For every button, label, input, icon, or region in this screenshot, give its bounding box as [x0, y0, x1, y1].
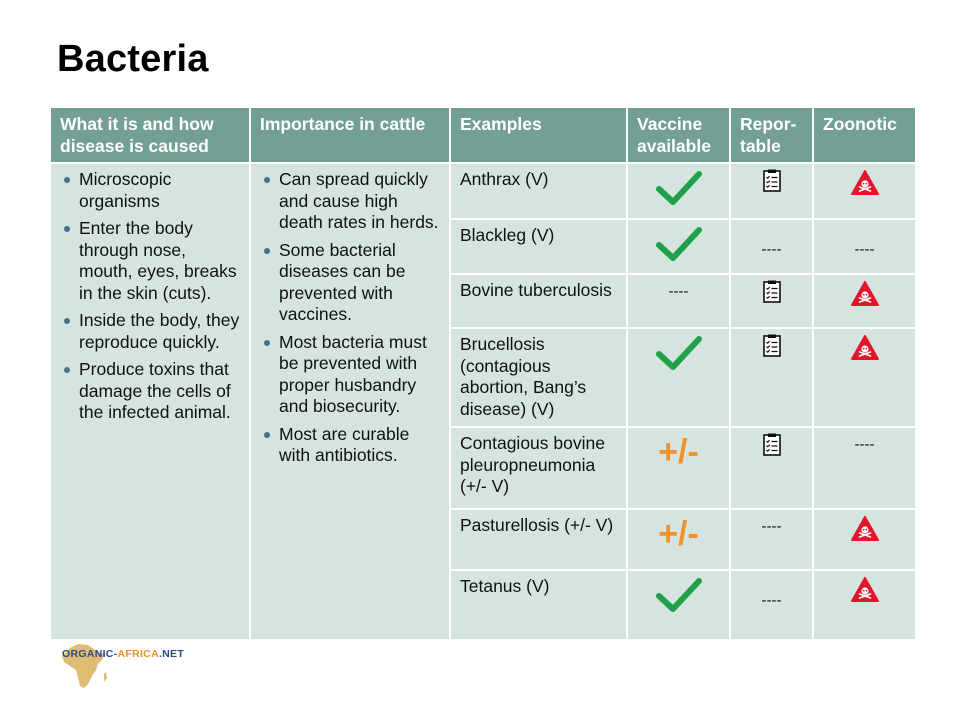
- page-title: Bacteria: [57, 38, 209, 80]
- zoonotic-cell: [813, 219, 916, 275]
- reportable-cell: [730, 274, 813, 328]
- list-item: Inside the body, they reproduce quickly.: [60, 310, 240, 353]
- not-applicable-dash: ----: [761, 592, 782, 609]
- partial-vaccine-mark: +/-: [658, 433, 699, 471]
- header-importance: Importance in cattle: [250, 107, 450, 163]
- report-icon: [762, 169, 782, 193]
- example-cell: Pasturellosis (+/- V): [450, 509, 627, 570]
- example-cell: Contagious bovine pleuropneumonia (+/- V): [450, 427, 627, 509]
- not-applicable-dash: ----: [668, 283, 689, 300]
- hazard-icon: [850, 169, 880, 196]
- example-cell: Tetanus (V): [450, 570, 627, 640]
- report-icon: [762, 433, 782, 457]
- hazard-icon: [850, 334, 880, 361]
- not-applicable-dash: ----: [854, 436, 875, 453]
- hazard-icon: [850, 576, 880, 603]
- vaccine-cell: [627, 427, 730, 509]
- header-what: What it is and how disease is caused: [50, 107, 250, 163]
- report-icon: [762, 334, 782, 358]
- report-icon: [762, 280, 782, 304]
- hazard-icon: [850, 515, 880, 542]
- zoonotic-cell: [813, 274, 916, 328]
- importance-cell: [250, 163, 450, 640]
- zoonotic-cell: [813, 427, 916, 509]
- importance-list: [260, 169, 440, 467]
- reportable-cell: [730, 570, 813, 640]
- table-row: [50, 163, 916, 219]
- zoonotic-cell: [813, 163, 916, 219]
- what-list: [60, 169, 240, 424]
- hazard-icon: [850, 280, 880, 307]
- reportable-cell: [730, 163, 813, 219]
- list-item: Microscopic organisms: [60, 169, 240, 212]
- logo-text-part2: AFRICA: [117, 648, 159, 660]
- zoonotic-cell: [813, 509, 916, 570]
- check-icon: [655, 225, 703, 263]
- list-item: Enter the body through nose, mouth, eyes, breaks in the skin (cuts).: [60, 218, 240, 304]
- list-item: Most are curable with antibiotics.: [260, 424, 440, 467]
- not-applicable-dash: ----: [761, 240, 782, 258]
- vaccine-cell: [627, 163, 730, 219]
- header-examples: Examples: [450, 107, 627, 163]
- vaccine-cell: [627, 219, 730, 275]
- header-reportable: Repor-table: [730, 107, 813, 163]
- check-icon: [655, 169, 703, 207]
- list-item: Can spread quickly and cause high death rates in herds.: [260, 169, 440, 234]
- logo-text-part3: .NET: [158, 648, 185, 660]
- what-cell: [50, 163, 250, 640]
- vaccine-cell: [627, 328, 730, 427]
- vaccine-cell: [627, 570, 730, 640]
- example-cell: Bovine tuberculosis: [450, 274, 627, 328]
- logo-text: [62, 648, 184, 660]
- reportable-cell: [730, 328, 813, 427]
- vaccine-cell: [627, 274, 730, 328]
- not-applicable-dash: ----: [854, 240, 875, 258]
- check-icon: [655, 576, 703, 614]
- vaccine-cell: [627, 509, 730, 570]
- list-item: Produce toxins that damage the cells of the infected animal.: [60, 359, 240, 424]
- zoonotic-cell: [813, 328, 916, 427]
- example-cell: Blackleg (V): [450, 219, 627, 275]
- bacteria-table: [49, 106, 917, 641]
- table-header-row: [50, 107, 916, 163]
- header-zoonotic: Zoonotic: [813, 107, 916, 163]
- partial-vaccine-mark: +/-: [658, 515, 699, 553]
- zoonotic-cell: [813, 570, 916, 640]
- reportable-cell: [730, 219, 813, 275]
- example-cell: Anthrax (V): [450, 163, 627, 219]
- logo-text-part1: ORGANIC-: [62, 648, 118, 660]
- not-applicable-dash: ----: [761, 518, 782, 535]
- list-item: Most bacteria must be prevented with proper husbandry and biosecurity.: [260, 332, 440, 418]
- reportable-cell: [730, 509, 813, 570]
- list-item: Some bacterial diseases can be prevented with vaccines.: [260, 240, 440, 326]
- header-vaccine: Vaccine available: [627, 107, 730, 163]
- check-icon: [655, 334, 703, 372]
- example-cell: Brucellosis (contagious abortion, Bang’s disease) (V): [450, 328, 627, 427]
- reportable-cell: [730, 427, 813, 509]
